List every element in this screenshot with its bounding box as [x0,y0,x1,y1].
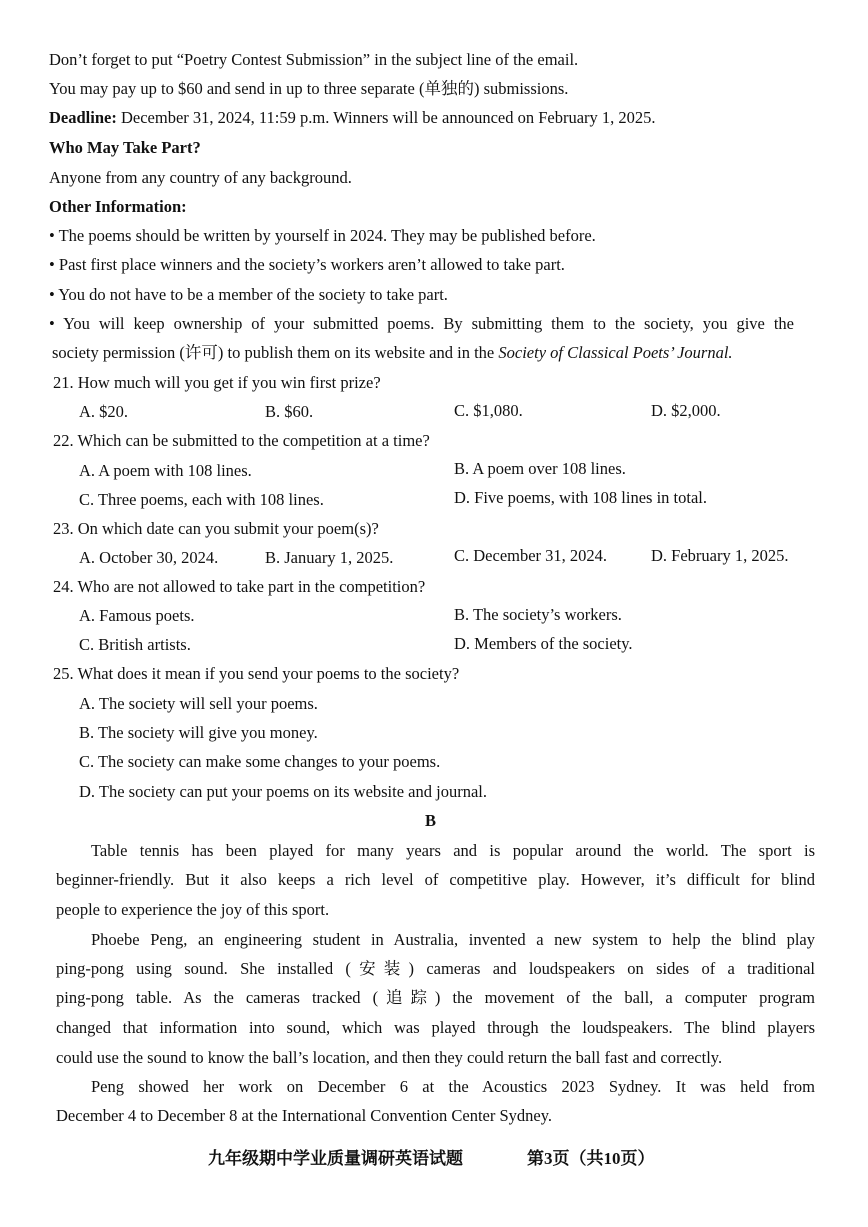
option-c: C. The society can make some changes to your poems. [79,752,441,771]
option-c: C. British artists. [79,635,191,654]
paragraph-line: Peng showed her work on December 6 at the Acoustics 2023 Sydney. It was held from [91,1077,815,1096]
paragraph-line: December 4 to December 8 at the International Convention Center Sydney. [56,1106,553,1125]
option-c: C. Three poems, each with 108 lines. [79,490,324,509]
option-b: B. The society will give you money. [79,723,318,742]
question-stem: 22. Which can be submitted to the competition at a time? [53,431,430,450]
option-a: A. The society will sell your poems. [79,694,318,713]
option-b: B. The society’s workers. [454,605,622,624]
bullet-item-continued [52,345,733,362]
footer-exam-title: 九年级期中学业质量调研英语试题 [208,1149,463,1168]
bullet-item: • Past first place winners and the society’s workers aren’t allowed to take part. [49,255,565,274]
bullet-item: • You will keep ownership of your submitted poems. By submitting them to the society, you give the [49,314,794,333]
option-c: C. $1,080. [454,401,523,420]
paragraph-line: Table tennis has been played for many years and is popular around the world. The sport is [91,841,815,860]
journal-name: Society of Classical Poets’ Journal. [498,343,733,362]
paragraph-line: Phoebe Peng, an engineering student in Australia, invented a new system to help the blind play [91,930,815,949]
option-d: D. $2,000. [651,401,721,420]
question-stem: 23. On which date can you submit your poem(s)? [53,519,379,538]
paragraph-line: ping-pong table. As the cameras tracked (追踪) the movement of the ball, a computer program [56,988,815,1007]
paragraph-line: changed that information into sound, which was played through the loudspeakers. The blind players [56,1018,815,1037]
deadline-text: December 31, 2024, 11:59 p.m. Winners will be announced on February 1, 2025. [116,108,656,127]
option-a: A. Famous poets. [79,606,195,625]
deadline-label: Deadline: [49,108,117,127]
footer-page-info: 第3页（共10页） [527,1149,655,1168]
question-stem: 21. How much will you get if you win first prize? [53,373,381,392]
deadline-line [49,110,656,127]
paragraph-line: people to experience the joy of this sport. [56,900,330,919]
permission-text: society permission (许可) to publish them on its website and in the [52,343,499,362]
option-a: A. $20. [79,402,129,421]
option-b: B. January 1, 2025. [265,548,394,567]
option-a: A. A poem with 108 lines. [79,461,252,480]
section-heading: B [425,811,437,830]
who-heading: Who May Take Part? [49,138,201,157]
option-b: B. $60. [265,402,314,421]
who-text: Anyone from any country of any background. [49,168,352,187]
payment-note: You may pay up to $60 and send in up to three separate (单独的) submissions. [49,79,569,98]
option-c: C. December 31, 2024. [454,546,608,565]
option-d: D. Members of the society. [454,634,633,653]
option-a: A. October 30, 2024. [79,548,219,567]
paragraph-line: could use the sound to know the ball’s location, and then they could return the ball fast and correctly. [56,1048,723,1067]
paragraph-line: ping-pong using sound. She installed (安装) cameras and loudspeakers on sides of a traditional [56,959,815,978]
option-d: D. The society can put your poems on its website and journal. [79,782,487,801]
option-b: B. A poem over 108 lines. [454,459,626,478]
paragraph-line: beginner-friendly. But it also keeps a rich level of competitive play. However, it’s difficult for blind [56,870,815,889]
option-d: D. February 1, 2025. [651,546,789,565]
question-stem: 24. Who are not allowed to take part in the competition? [53,577,426,596]
question-stem: 25. What does it mean if you send your poems to the society? [53,664,460,683]
option-d: D. Five poems, with 108 lines in total. [454,488,707,507]
bullet-item: • You do not have to be a member of the society to take part. [49,285,448,304]
bullet-item: • The poems should be written by yourself in 2024. They may be published before. [49,226,596,245]
other-heading: Other Information: [49,197,187,216]
subject-line-note: Don’t forget to put “Poetry Contest Submission” in the subject line of the email. [49,50,579,69]
